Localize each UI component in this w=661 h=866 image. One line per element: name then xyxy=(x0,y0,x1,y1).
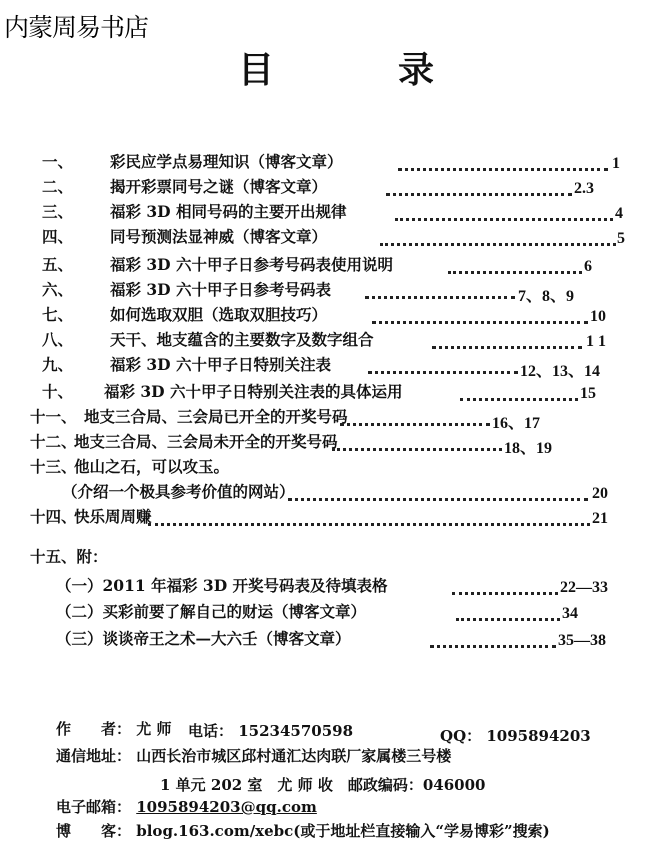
address-line-2 xyxy=(160,774,485,795)
toc-label: 地支三合局、三会局已开全的开奖号码 xyxy=(84,407,348,426)
toc-leader xyxy=(386,179,572,196)
toc-leader xyxy=(380,229,616,246)
toc-number: 二、 xyxy=(42,177,74,196)
toc-number: 九、 xyxy=(42,355,74,374)
toc-label: 福彩 3D 六十甲子日参考号码表 xyxy=(110,280,332,299)
qq-number: 1095894203 xyxy=(486,727,591,745)
watermark: 内蒙周易书店 xyxy=(4,13,149,42)
toc-number: 十、 xyxy=(42,382,74,401)
email-label: 电子邮箱： xyxy=(56,798,132,816)
author-name: 尤 师 xyxy=(136,720,172,738)
toc-page: 18、19 xyxy=(504,440,553,457)
toc-number: 七、 xyxy=(42,305,74,324)
toc-leader xyxy=(452,578,558,595)
appendix-page: 22—33 xyxy=(560,579,608,596)
toc-leader xyxy=(332,434,502,451)
qq-line xyxy=(440,725,591,746)
toc-page: 1 1 xyxy=(586,333,606,350)
toc-label: 快乐周周赚 xyxy=(74,507,152,526)
toc-page: 2.3 xyxy=(574,180,594,197)
toc-label: （介绍一个极具参考价值的网站） xyxy=(62,482,295,501)
blog-link[interactable]: blog.163.com/xebc(或于地址栏直接输入“学易博彩”搜索) xyxy=(136,822,550,840)
toc-label: 彩民应学点易理知识（博客文章） xyxy=(110,152,343,171)
toc-page: 21 xyxy=(592,510,608,527)
toc-label: 他山之石，可以攻玉。 xyxy=(74,457,230,476)
toc-number: 三、 xyxy=(42,202,74,221)
appendix-heading-text: 十五、附： xyxy=(30,547,108,566)
toc-page: 6 xyxy=(584,258,592,275)
toc-page: 4 xyxy=(615,205,623,222)
address-value: 山西长治市城区邱村通汇达肉联厂家属楼三号楼 xyxy=(136,747,452,765)
toc-leader xyxy=(398,154,608,171)
title-char-2: 录 xyxy=(398,49,435,91)
toc-leader xyxy=(372,307,588,324)
email-link[interactable]: 1095894203@qq.com xyxy=(136,798,317,816)
toc-leader xyxy=(368,357,518,374)
toc-number: 六、 xyxy=(42,280,74,299)
toc-label: 福彩 3D 六十甲子日特别关注表 xyxy=(110,355,332,374)
toc-label: 同号预测法显神威（博客文章） xyxy=(110,227,328,246)
toc-number: 十三、 xyxy=(30,457,77,476)
toc-label: 福彩 3D 六十甲子日参考号码表使用说明 xyxy=(110,255,394,274)
toc-page: 16、17 xyxy=(492,415,541,432)
phone-line xyxy=(188,720,353,741)
toc-leader xyxy=(430,631,556,648)
toc-leader xyxy=(288,484,588,501)
qq-label: QQ： xyxy=(440,727,482,745)
toc-label: 福彩 3D 六十甲子日特别关注表的具体运用 xyxy=(104,382,403,401)
toc-number: 八、 xyxy=(42,330,74,349)
author-line xyxy=(56,718,171,739)
toc-page: 15 xyxy=(580,385,596,402)
phone-number: 15234570598 xyxy=(238,722,354,740)
appendix-label: （三）谈谈帝王之术—大六壬（博客文章） xyxy=(56,629,351,648)
phone-label: 电话： xyxy=(188,722,234,740)
toc-label: 福彩 3D 相同号码的主要开出规律 xyxy=(110,202,347,221)
toc-label: 天干、地支蕴含的主要数字及数字组合 xyxy=(110,330,374,349)
toc-number: 十二、 xyxy=(30,432,77,451)
appendix-label: （一）2011 年福彩 3D 开奖号码表及待填表格 xyxy=(56,576,388,595)
toc-number: 十四、 xyxy=(30,507,77,526)
blog-label: 博 客： xyxy=(56,822,132,840)
address-label: 通信地址： xyxy=(56,747,132,765)
toc-page: 5 xyxy=(617,230,625,247)
toc-leader xyxy=(460,384,578,401)
toc-leader xyxy=(365,282,515,299)
toc-page: 7、8、9 xyxy=(518,288,575,305)
toc-number: 五、 xyxy=(42,255,74,274)
appendix-page: 34 xyxy=(562,605,578,622)
address-value-2: 1 单元 202 室 尤 师 收 邮政编码：046000 xyxy=(160,776,486,794)
toc-page: 20 xyxy=(592,485,608,502)
toc-leader xyxy=(148,509,590,526)
toc-page: 1 xyxy=(612,155,620,172)
appendix-label: （二）买彩前要了解自己的财运（博客文章） xyxy=(56,602,367,621)
title-char-1: 目 xyxy=(238,49,275,91)
blog-line xyxy=(56,820,550,841)
toc-number: 十一、 xyxy=(30,407,77,426)
toc-number: 四、 xyxy=(42,227,74,246)
toc-leader xyxy=(456,604,560,621)
toc-label: 如何选取双胆（选取双胆技巧） xyxy=(110,305,328,324)
author-label: 作 者： xyxy=(56,720,132,738)
appendix-page: 35—38 xyxy=(558,632,606,649)
toc-page: 10 xyxy=(590,308,606,325)
toc-number: 一、 xyxy=(42,152,74,171)
toc-label: 揭开彩票同号之谜（博客文章） xyxy=(110,177,328,196)
email-line xyxy=(56,796,317,817)
toc-leader xyxy=(448,257,582,274)
toc-label: 地支三合局、三会局未开全的开奖号码 xyxy=(74,432,338,451)
toc-page: 12、13、14 xyxy=(520,363,601,380)
toc-leader xyxy=(432,332,582,349)
address-line-1 xyxy=(56,745,451,766)
toc-leader xyxy=(395,204,613,221)
toc-leader xyxy=(340,409,490,426)
